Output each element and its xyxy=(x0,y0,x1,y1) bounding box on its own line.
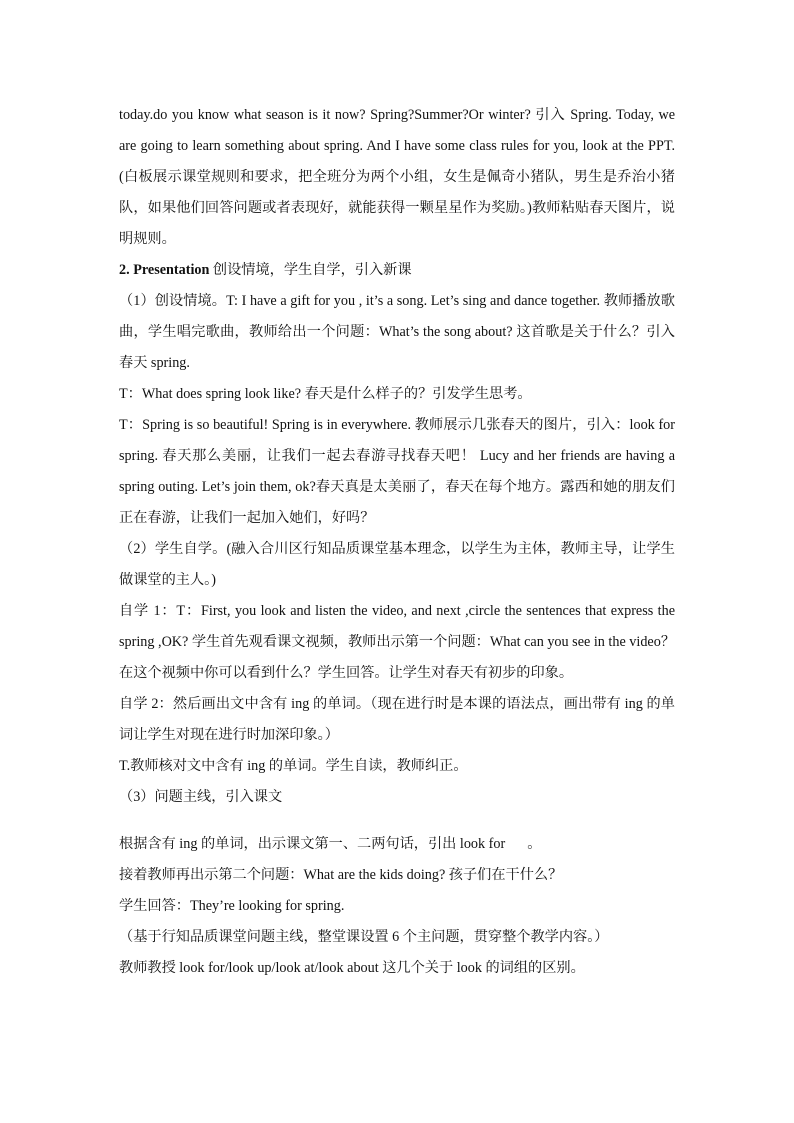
paragraph-question-mainline: （3）问题主线，引入课文 xyxy=(119,789,283,805)
show-sentences-end: 。 xyxy=(527,836,542,852)
paragraph-spring-look-like: T：What does spring look like? 春天是什么样子的？引发学生思考。 xyxy=(119,386,532,402)
paragraph-spring-beautiful: T：Spring is so beautiful! Spring is in everywhere. 教师展示几张春天的图片，引入：look for spring. 春天那么美丽，让我们一起去春游寻找春天吧！ Lucy and her friends are having a spring outing. Let’s join them, ok?春天真是太美丽了，春天在每个地方。露西和她的朋友们正在春游，让我们一起加入她们，好吗？ xyxy=(119,417,675,526)
paragraph-intro-rules: today.do you know what season is it now? Spring?Summer?Or winter? 引入 Spring. Today, we are going to learn something about spring. And I have some class rules for you, look at the PPT.(白板展示课堂规则和要求，把全班分为两个小组，女生是佩奇小猪队，男生是乔治小猪队，如果他们回答问题或者表现好，就能获得一颗星星作为奖励。)教师粘贴春天图片，说明规则。 xyxy=(119,107,675,247)
document-body xyxy=(119,100,675,984)
paragraph-self-study: （2）学生自学。(融入合川区行知品质课堂基本理念，以学生为主体，教师主导，让学生做课堂的主人。) xyxy=(119,541,675,588)
section-heading-presentation xyxy=(119,255,675,286)
paragraph-second-question: 接着教师再出示第二个问题：What are the kids doing? 孩子们在干什么？ xyxy=(119,867,563,883)
paragraph-student-answer: 学生回答：They’re looking for spring. xyxy=(119,898,345,914)
paragraph-create-situation: （1）创设情境。T: I have a gift for you , it’s a song. Let’s sing and dance together. 教师播放歌曲，学生唱完歌曲，教师给出一个问题：What’s the song about? 这首歌是关于什么？引入春天 spring. xyxy=(119,293,675,371)
section-heading-label: 2. Presentation xyxy=(119,262,210,278)
paragraph-teacher-check: T.教师核对文中含有 ing 的单词。学生自读，教师纠正。 xyxy=(119,758,468,774)
paragraph-look-phrases: 教师教授 look for/look up/look at/look about 这几个关于 look 的词组的区别。 xyxy=(119,960,585,976)
paragraph-spacer xyxy=(119,813,675,829)
paragraph-show-sentences xyxy=(119,829,675,860)
paragraph-six-questions: （基于行知品质课堂问题主线，整堂课设置 6 个主问题，贯穿整个教学内容。） xyxy=(119,929,609,945)
section-heading-subtitle: 创设情境，学生自学，引入新课 xyxy=(209,262,412,278)
paragraph-self-study-2: 自学 2：然后画出文中含有 ing 的单词。（现在进行时是本课的语法点，画出带有 ing 的单词让学生对现在进行时加深印象。） xyxy=(119,696,675,743)
paragraph-self-study-1: 自学 1：T：First, you look and listen the video, and next ,circle the sentences that express the spring ,OK? 学生首先观看课文视频，教师出示第一个问题：What can you see in the video？在这个视频中你可以看到什么？学生回答。让学生对春天有初步的印象。 xyxy=(119,603,676,681)
show-sentences-text: 根据含有 ing 的单词，出示课文第一、二两句话，引出 look for xyxy=(119,836,506,852)
